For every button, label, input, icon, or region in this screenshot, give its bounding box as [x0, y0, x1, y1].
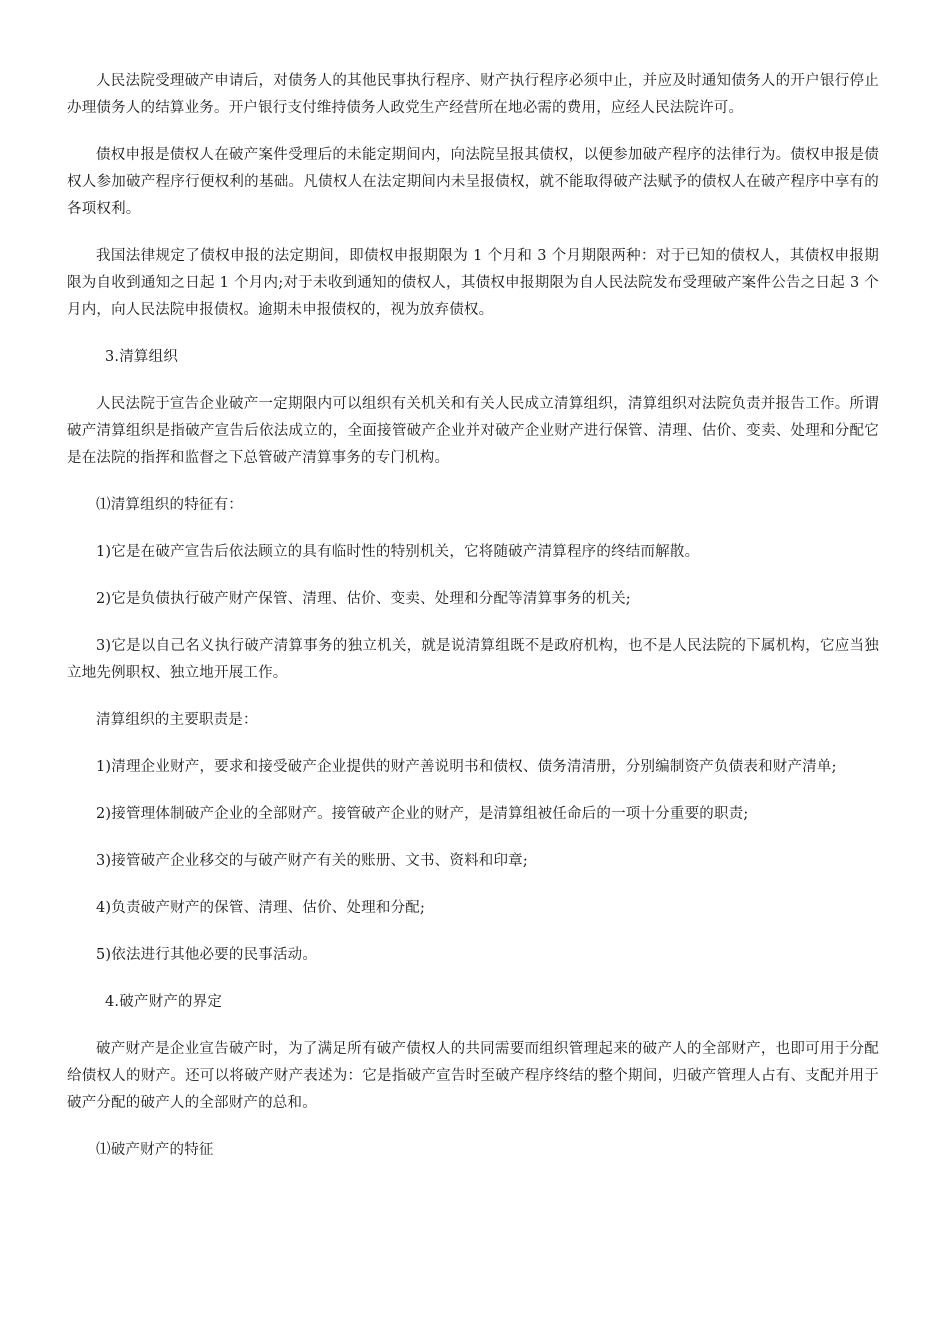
list-item: 4)负责破产财产的保管、清理、估价、处理和分配; — [96, 900, 426, 916]
document-page — [67, 68, 879, 1184]
paragraph: 破产财产是企业宣告破产时，为了满足所有破产债权人的共同需要而组织管理起来的破产人的全部财产，也即可用于分配给债权人的财产。还可以将破产财产表述为：它是指破产宣告时至破产程序终结的整个期间，归破产管理人占有、支配并用于破产分配的破产人的全部财产的总和。 — [67, 1041, 879, 1111]
list-item: 2)它是负债执行破产财产保管、清理、估价、变卖、处理和分配等清算事务的机关; — [96, 591, 631, 607]
subheading: 清算组织的主要职责是： — [96, 712, 258, 728]
section-heading: 3.清算组织 — [105, 349, 179, 365]
subheading: ⑴清算组织的特征有： — [96, 497, 243, 513]
paragraph: 债权申报是债权人在破产案件受理后的未能定期间内，向法院呈报其债权，以便参加破产程序的法律行为。债权申报是债权人参加破产程序行便权利的基础。凡债权人在法定期间内未呈报债权，就不能取得破产法赋予的债权人在破产程序中享有的各项权利。 — [67, 147, 879, 217]
list-item: 3)它是以自己名义执行破产清算事务的独立机关，就是说清算组既不是政府机构，也不是人民法院的下属机构，它应当独立地先例职权、独立地开展工作。 — [67, 638, 879, 681]
list-item: 3)接管破产企业移交的与破产财产有关的账册、文书、资料和印章; — [96, 853, 528, 869]
paragraph: 人民法院于宣告企业破产一定期限内可以组织有关机关和有关人民成立清算组织，清算组织对法院负责并报告工作。所谓破产清算组织是指破产宣告后依法成立的，全面接管破产企业并对破产企业财产进行保管、清理、估价、变卖、处理和分配它是在法院的指挥和监督之下总管破产清算事务的专门机构。 — [67, 396, 879, 466]
section-heading: 4.破产财产的界定 — [105, 994, 223, 1010]
paragraph: 我国法律规定了债权申报的法定期间，即债权申报期限为 1 个月和 3 个月期限两种：对于已知的债权人，其债权申报期限为自收到通知之日起 1 个月内;对于未收到通知的债权人，其债权申报期限为自人民法院发布受理破产案件公告之日起 3 个月内，向人民法院申报债权。逾期未申报债权的，视为放弃债权。 — [67, 248, 879, 318]
list-item: 2)接管理体制破产企业的全部财产。接管破产企业的财产，是清算组被任命后的一项十分重要的职责; — [96, 806, 749, 822]
list-item: 1)清理企业财产，要求和接受破产企业提供的财产善说明书和债权、债务清清册，分别编制资产负债表和财产清单; — [96, 759, 837, 775]
list-item: 5)依法进行其他必要的民事活动。 — [96, 947, 318, 963]
list-item: 1)它是在破产宣告后依法顾立的具有临时性的特别机关，它将随破产清算程序的终结而解散。 — [96, 544, 700, 560]
paragraph: 人民法院受理破产申请后，对债务人的其他民事执行程序、财产执行程序必须中止，并应及时通知债务人的开户银行停止办理债务人的结算业务。开户银行支付维持债务人政党生产经营所在地必需的费用，应经人民法院许可。 — [67, 73, 879, 116]
subheading: ⑴破产财产的特征 — [96, 1142, 214, 1158]
